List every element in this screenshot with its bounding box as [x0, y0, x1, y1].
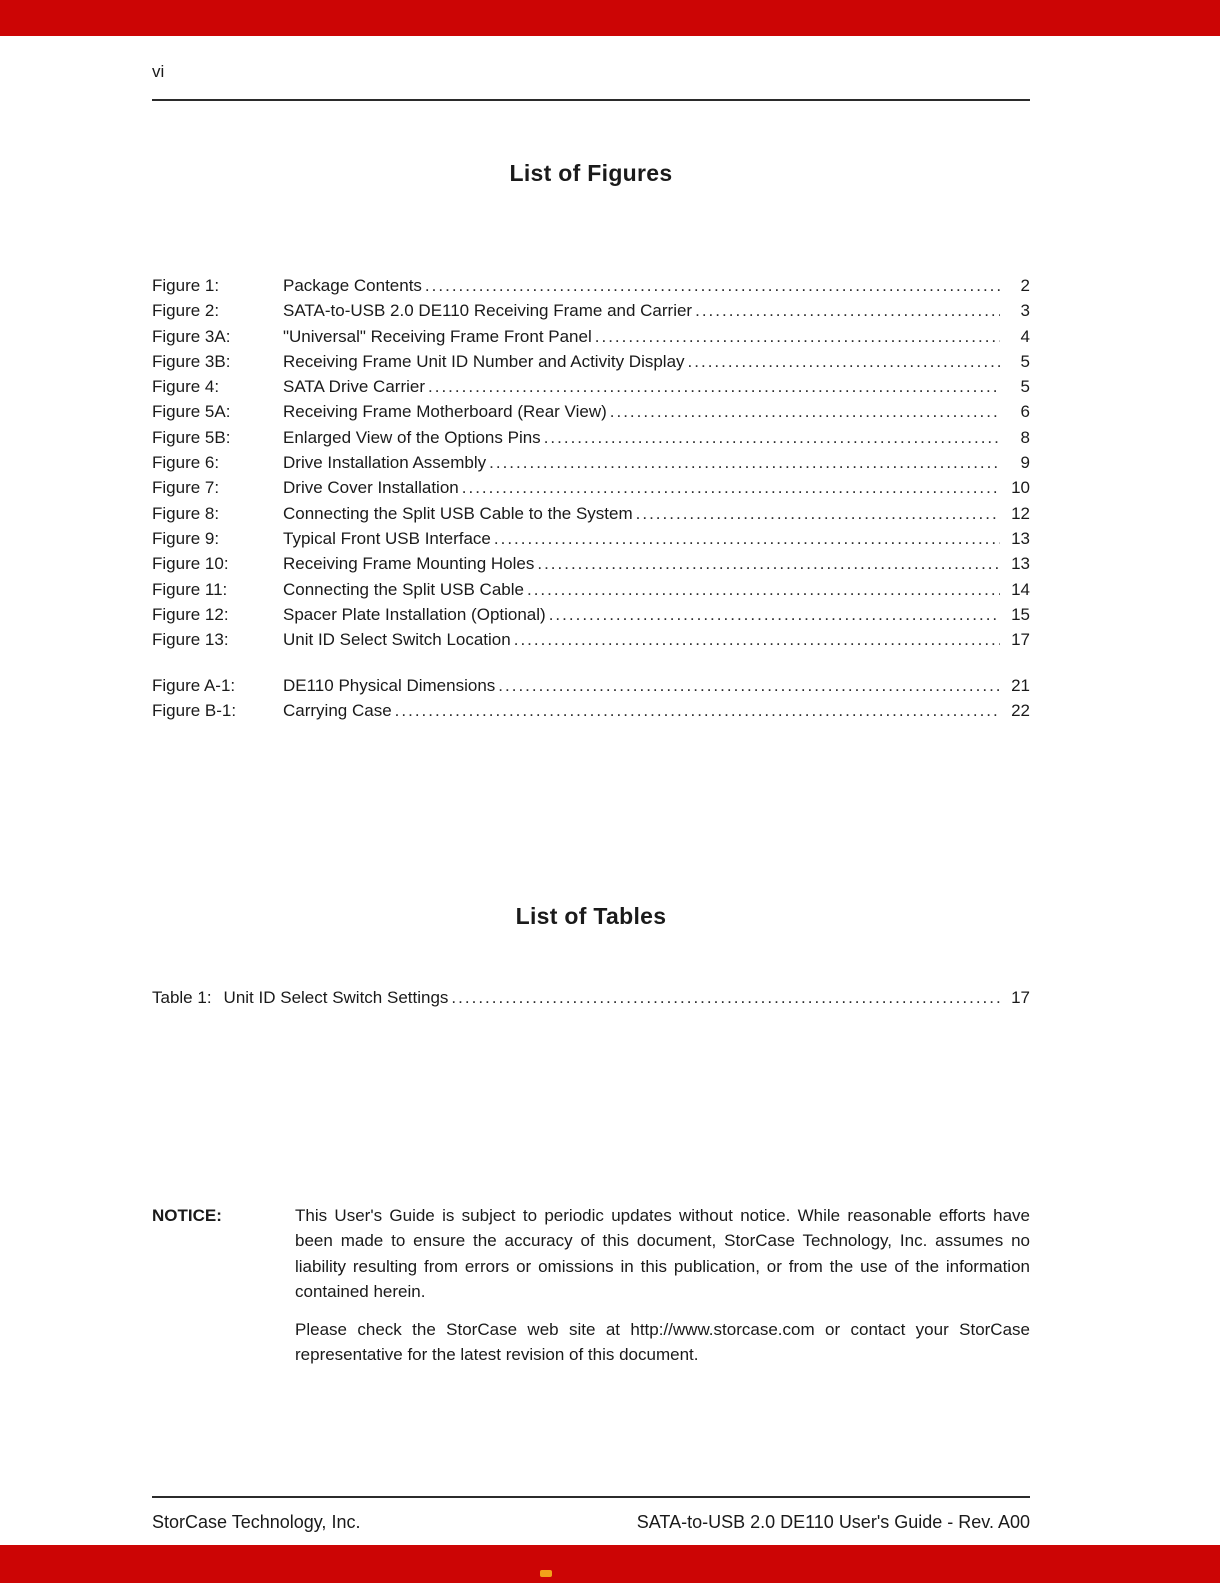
figure-entry [152, 554, 1030, 579]
figure-entry [152, 327, 1030, 352]
figure-page: 2 [1020, 276, 1030, 295]
footer-company: StorCase Technology, Inc. [152, 1512, 361, 1532]
figure-label: Figure 5A: [152, 402, 231, 422]
notice-label: NOTICE: [152, 1206, 222, 1225]
dot-leader [425, 377, 1000, 397]
list-of-figures-heading: List of Figures [509, 160, 673, 186]
figure-title: Spacer Plate Installation (Optional) [283, 604, 546, 624]
figure-title: DE110 Physical Dimensions [283, 676, 496, 695]
figure-label: Figure 1: [152, 276, 220, 295]
dot-leader [592, 327, 1000, 347]
figure-page: 5 [1020, 351, 1030, 371]
dot-leader [392, 701, 1000, 721]
dot-leader [607, 402, 1000, 422]
figure-page: 4 [1020, 326, 1030, 346]
dot-leader [495, 676, 1000, 696]
figure-entry [152, 504, 1030, 529]
figure-page: 13 [1011, 554, 1030, 574]
figure-label: Figure A-1: [152, 676, 236, 695]
figure-label: Figure 6: [152, 453, 220, 473]
figure-entry [152, 701, 1030, 726]
figure-title: Drive Installation Assembly [283, 453, 487, 473]
figure-entry [152, 301, 1030, 326]
dot-leader [685, 352, 1000, 372]
dot-leader [541, 428, 1000, 448]
footer-document-title: SATA-to-USB 2.0 DE110 User's Guide - Rev. A00 [636, 1512, 1030, 1532]
list-of-figures [152, 276, 1030, 655]
figure-title: SATA Drive Carrier [283, 377, 426, 397]
figure-entry [152, 402, 1030, 427]
figure-label: Figure 7: [152, 478, 220, 498]
figure-label: Figure 2: [152, 301, 220, 321]
bottom-accent-bar [0, 1545, 1220, 1583]
figure-entry [152, 478, 1030, 503]
figure-page: 14 [1011, 579, 1030, 599]
figure-entry [152, 276, 1030, 301]
figure-label: Figure 8: [152, 503, 220, 523]
figure-label: Figure 10: [152, 554, 229, 574]
figure-title: "Universal" Receiving Frame Front Panel [283, 326, 592, 346]
figure-title: Receiving Frame Mounting Holes [283, 554, 535, 574]
notice-paragraph: Please check the StorCase web site at http://www.storcase.com or contact your StorCase representative for the latest revision of this document. [295, 1320, 1030, 1365]
figure-label: Figure 12: [152, 604, 229, 624]
figure-label: Figure 9: [152, 528, 220, 548]
dot-leader [448, 988, 1000, 1008]
figure-title: SATA-to-USB 2.0 DE110 Receiving Frame and Carrier [283, 301, 693, 321]
list-of-figures-appendix [152, 676, 1030, 727]
notice-body [295, 1203, 1030, 1368]
figure-title: Typical Front USB Interface [283, 528, 491, 548]
figure-label: Figure B-1: [152, 701, 237, 721]
bottom-bar-mark [540, 1570, 552, 1577]
figure-entry [152, 453, 1030, 478]
figure-page: 21 [1011, 676, 1030, 695]
figure-title: Connecting the Split USB Cable [283, 579, 524, 599]
dot-leader [692, 301, 1000, 321]
figure-page: 12 [1011, 503, 1030, 523]
table-entry [152, 988, 1030, 1013]
figure-label: Figure 3B: [152, 351, 231, 371]
notice-paragraph: This User's Guide is subject to periodic updates without notice. While reasonable efforts have been made to ensure the accuracy of this document, StorCase Technology, Inc. assumes no liability resulting from errors or omissions in this publication, or from the use of the information contained herein. [295, 1206, 1030, 1301]
page-number: vi [152, 62, 165, 81]
table-label: Table 1: [152, 988, 212, 1007]
figure-page: 13 [1011, 528, 1030, 548]
table-page: 17 [1011, 988, 1030, 1007]
dot-leader [422, 276, 1000, 296]
figure-label: Figure 11: [152, 579, 228, 599]
top-accent-bar [0, 0, 1220, 36]
table-title: Unit ID Select Switch Settings [223, 988, 449, 1007]
figure-label: Figure 13: [152, 630, 229, 650]
figure-title: Package Contents [283, 276, 422, 295]
dot-leader [524, 580, 1000, 600]
figure-entry [152, 352, 1030, 377]
dot-leader [459, 478, 1000, 498]
figure-entry [152, 428, 1030, 453]
dot-leader [546, 605, 1000, 625]
figure-page: 17 [1011, 630, 1030, 650]
figure-title: Enlarged View of the Options Pins [283, 427, 541, 447]
figure-page: 3 [1020, 301, 1030, 321]
figure-page: 22 [1011, 701, 1030, 721]
notice-block [152, 1203, 1030, 1368]
figure-label: Figure 4: [152, 377, 220, 397]
figure-title: Receiving Frame Unit ID Number and Activity Display [283, 351, 685, 371]
figure-entry [152, 630, 1030, 655]
figure-page: 15 [1011, 604, 1030, 624]
figure-entry [152, 377, 1030, 402]
figure-label: Figure 5B: [152, 427, 231, 447]
figure-page: 8 [1020, 427, 1030, 447]
figure-title: Drive Cover Installation [283, 478, 459, 498]
figure-page: 9 [1020, 453, 1030, 473]
dot-leader [633, 504, 1000, 524]
figure-entry [152, 580, 1030, 605]
figure-title: Carrying Case [283, 701, 392, 721]
figure-page: 10 [1011, 478, 1030, 498]
figure-entry [152, 605, 1030, 630]
dot-leader [511, 630, 1000, 650]
figure-page: 6 [1020, 402, 1030, 422]
figure-page: 5 [1020, 377, 1030, 397]
figure-entry [152, 529, 1030, 554]
figure-title: Receiving Frame Motherboard (Rear View) [283, 402, 607, 422]
dot-leader [486, 453, 1000, 473]
dot-leader [534, 554, 1000, 574]
figure-entry [152, 676, 1030, 701]
figure-label: Figure 3A: [152, 326, 231, 346]
page-footer [152, 1496, 1030, 1533]
list-of-tables-heading: List of Tables [515, 903, 667, 929]
list-of-tables [152, 988, 1030, 1013]
dot-leader [491, 529, 1000, 549]
header-divider [152, 99, 1030, 101]
figure-title: Connecting the Split USB Cable to the System [283, 503, 633, 523]
figure-title: Unit ID Select Switch Location [283, 630, 511, 650]
